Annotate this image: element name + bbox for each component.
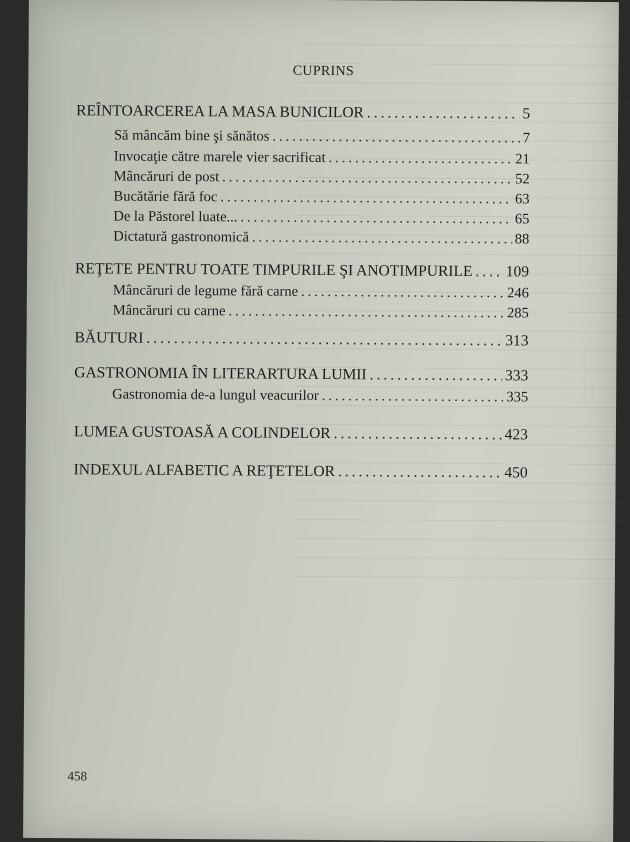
- toc-page: 335: [506, 389, 529, 406]
- toc-page: 52: [515, 171, 530, 188]
- toc-label: Mâncăruri cu carne: [112, 302, 226, 320]
- page-number: 458: [67, 768, 88, 784]
- toc-leader: [367, 104, 520, 123]
- toc-label: Dictatură gastronomică: [113, 228, 250, 246]
- toc-leader: [334, 425, 502, 444]
- toc-subsection: [112, 387, 528, 407]
- toc-subsection: [113, 189, 529, 209]
- toc-subsection: [113, 283, 529, 303]
- toc-leader: [240, 209, 512, 228]
- toc-subsection: [113, 229, 529, 249]
- toc-page: 63: [514, 191, 530, 208]
- toc-page: 7: [522, 130, 531, 147]
- toc-label: REŢETE PENTRU TOATE TIMPURILE ŞI ANOTIMPURILE: [74, 260, 473, 281]
- toc-label: Bucătărie fără foc: [113, 188, 218, 206]
- toc-leader: [222, 169, 512, 188]
- toc-page: 285: [506, 305, 529, 322]
- toc-page: 109: [505, 263, 530, 281]
- toc-section: [75, 260, 529, 281]
- toc-section: [74, 364, 528, 385]
- toc-label: REÎNTOARCEREA LA MASA BUNICILOR: [76, 102, 364, 122]
- toc-leader: [228, 303, 504, 322]
- toc-section: [74, 423, 528, 444]
- toc-label: INDEXUL ALFABETIC A REŢETELOR: [73, 461, 336, 481]
- toc-leader: [220, 189, 512, 208]
- toc-leader: [301, 284, 504, 302]
- toc-page: 21: [515, 151, 530, 168]
- toc-label: Să mâncăm bine şi sănătos: [113, 127, 270, 145]
- toc-page: 313: [505, 332, 529, 350]
- toc-page: 423: [504, 426, 528, 444]
- toc-label: GASTRONOMIA ÎN LITERARTURA LUMII: [74, 364, 367, 384]
- toc-page: 5: [522, 105, 531, 123]
- toc-leader: [338, 463, 502, 482]
- toc-leader: [370, 366, 503, 385]
- toc-subsection: [114, 128, 530, 148]
- toc-page: 88: [514, 231, 530, 248]
- toc-page: 333: [505, 367, 529, 385]
- toc-label: Gastronomia de-a lungul veacurilor: [112, 386, 319, 404]
- toc-label: LUMEA GUSTOASĂ A COLINDELOR: [73, 423, 331, 443]
- toc-leader: [252, 230, 512, 249]
- toc-title: CUPRINS: [292, 63, 355, 80]
- toc-label: Mâncăruri de post: [113, 168, 220, 186]
- toc-leader: [146, 330, 502, 350]
- toc-leader: [322, 388, 504, 406]
- toc-label: BĂUTURI: [74, 329, 144, 347]
- book-page: [23, 0, 619, 842]
- toc-section: [76, 102, 530, 123]
- toc-leader: [475, 263, 502, 281]
- toc-page: 65: [514, 211, 530, 228]
- toc-section: [74, 461, 528, 482]
- toc-subsection: [113, 209, 529, 229]
- toc-section: [75, 329, 529, 350]
- toc-subsection: [114, 149, 530, 169]
- toc-label: Invocaţie către marele vier sacrificat: [113, 148, 326, 167]
- toc-leader: [329, 150, 513, 168]
- toc-leader: [272, 129, 519, 148]
- toc-label: De la Păstorel luate...: [113, 208, 238, 226]
- toc-label: Mâncăruri de legume fără carne: [112, 282, 299, 300]
- toc-page: 246: [507, 285, 529, 302]
- toc-subsection: [114, 169, 530, 189]
- toc-subsection: [113, 303, 529, 323]
- toc-page: 450: [504, 464, 528, 482]
